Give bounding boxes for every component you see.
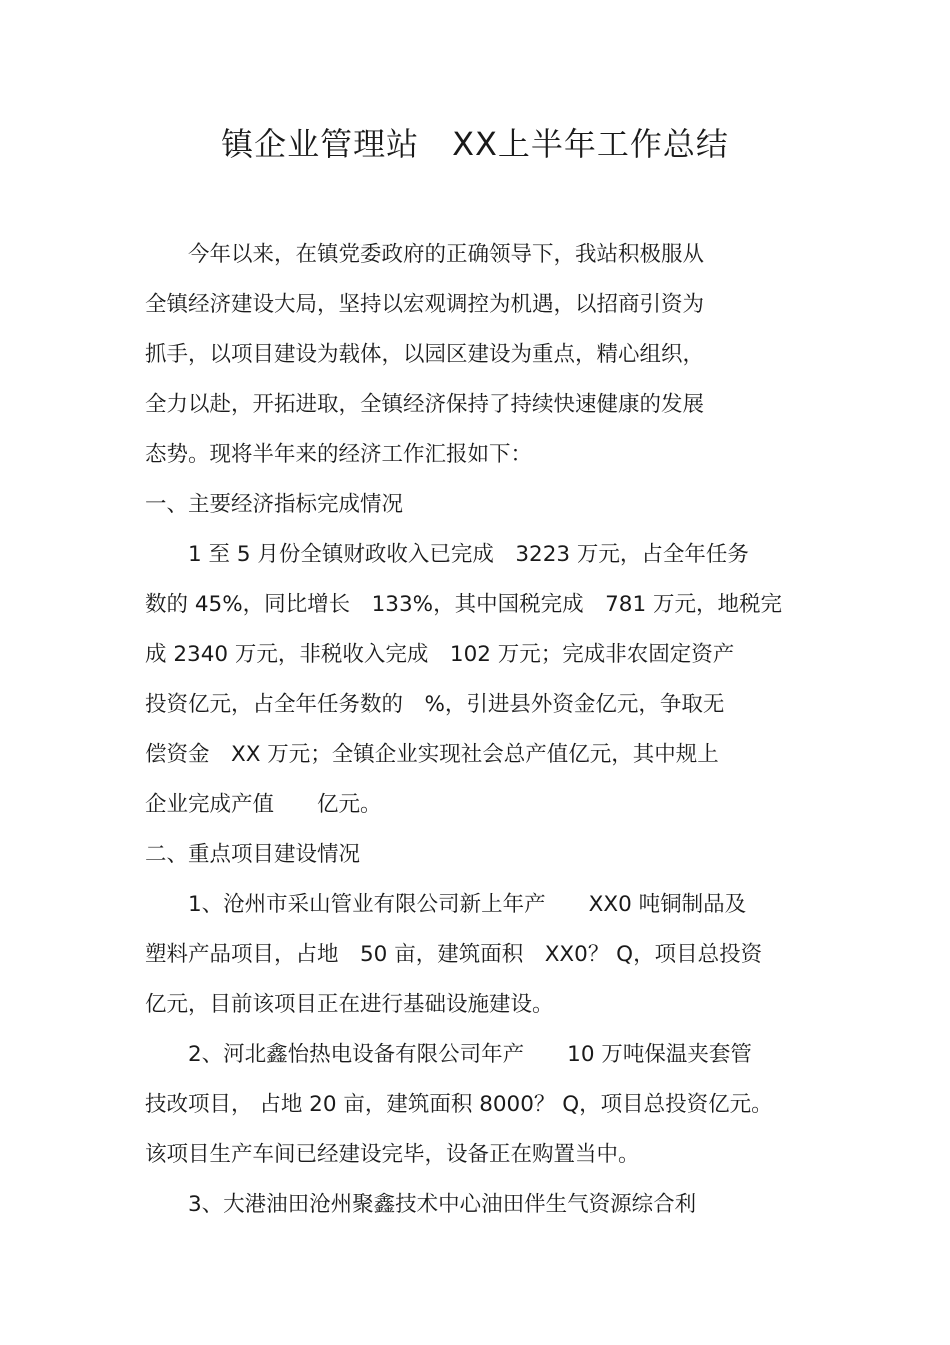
paragraph-line: 偿资金 XX 万元；全镇企业实现社会总产值亿元，其中规上 — [145, 742, 719, 767]
paragraph-line: 1、沧州市采山管业有限公司新上年产 XX0 吨铜制品及 — [145, 892, 747, 917]
paragraph-line: 成 2340 万元，非税收入完成 102 万元；完成非农固定资产 — [145, 642, 735, 667]
paragraph-line: 2、河北鑫怡热电设备有限公司年产 10 万吨保温夹套管 — [145, 1042, 752, 1067]
paragraph-line: 企业完成产值 亿元。 — [145, 792, 382, 817]
section-heading: 一、主要经济指标完成情况 — [145, 492, 404, 517]
paragraph-line: 今年以来，在镇党委政府的正确领导下，我站积极服从 — [145, 242, 705, 267]
paragraph-line: 1 至 5 月份全镇财政收入已完成 3223 万元，占全年任务 — [145, 542, 749, 567]
paragraph-line: 该项目生产车间已经建设完毕，设备正在购置当中。 — [145, 1142, 640, 1167]
paragraph-line: 数的 45%，同比增长 133%，其中国税完成 781 万元，地税完 — [145, 592, 782, 617]
paragraph-line: 态势。现将半年来的经济工作汇报如下： — [145, 442, 533, 467]
section-heading: 二、重点项目建设情况 — [145, 842, 361, 867]
paragraph-line: 全力以赴，开拓进取，全镇经济保持了持续快速健康的发展 — [145, 392, 705, 417]
paragraph-line: 亿元，目前该项目正在进行基础设施建设。 — [145, 992, 554, 1017]
paragraph-line: 全镇经济建设大局，坚持以宏观调控为机遇，以招商引资为 — [145, 292, 705, 317]
paragraph-line: 技改项目， 占地 20 亩，建筑面积 8000？ Q，项目总投资亿元。 — [145, 1092, 773, 1117]
paragraph-line: 投资亿元，占全年任务数的 %，引进县外资金亿元，争取无 — [145, 692, 725, 717]
document-title: 镇企业管理站 XX上半年工作总结 — [221, 125, 729, 163]
paragraph-line: 抓手，以项目建设为载体，以园区建设为重点，精心组织， — [145, 342, 705, 367]
paragraph-line: 3、大港油田沧州聚鑫技术中心油田伴生气资源综合利 — [145, 1192, 697, 1217]
paragraph-line: 塑料产品项目，占地 50 亩，建筑面积 XX0？ Q，项目总投资 — [145, 942, 763, 967]
